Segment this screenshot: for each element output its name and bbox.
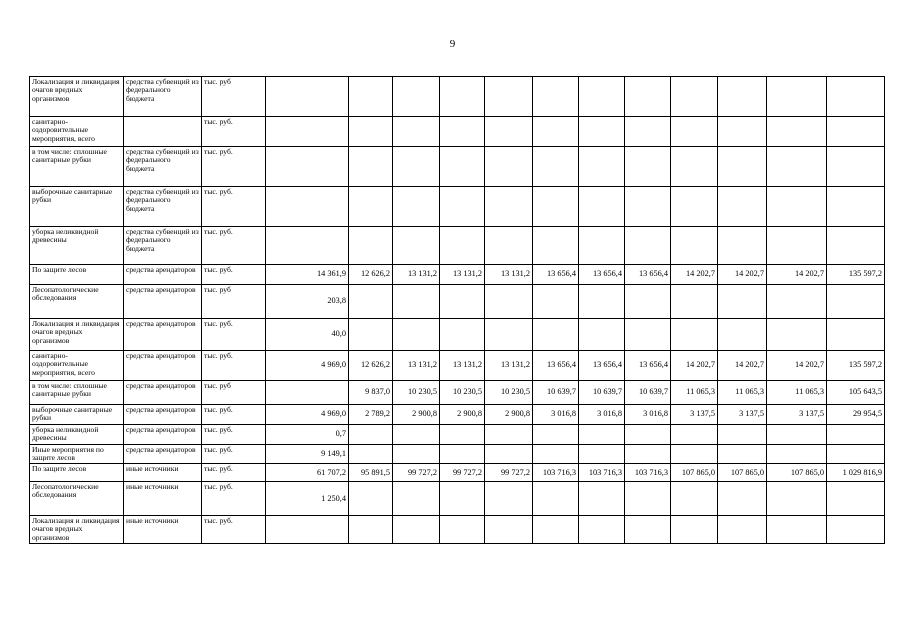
value-cell — [440, 187, 485, 227]
table-row — [30, 77, 885, 117]
value-cell — [718, 319, 767, 351]
value-cell — [349, 227, 393, 265]
forest-protection-table — [29, 76, 885, 544]
value-cell: 9 149,1 — [266, 444, 349, 464]
activity-name-cell: Локализация и ликвидация очагов вредных организмов — [30, 516, 124, 544]
value-cell — [625, 425, 671, 445]
table-row — [30, 227, 885, 265]
activity-name-cell: уборка неликвидной древесины — [30, 425, 124, 445]
value-cell: 13 656,4 — [579, 265, 625, 285]
value-cell: 40,0 — [266, 319, 349, 351]
value-cell — [393, 227, 440, 265]
value-cell: 13 656,4 — [533, 351, 579, 381]
page-number: 9 — [449, 38, 456, 50]
value-cell — [767, 147, 827, 187]
value-cell: 1 250,4 — [266, 482, 349, 516]
value-cell — [767, 77, 827, 117]
unit-cell: тыс. руб — [202, 77, 266, 117]
value-cell: 11 065,3 — [671, 381, 718, 405]
value-cell — [349, 516, 393, 544]
value-cell — [393, 117, 440, 147]
value-cell — [533, 516, 579, 544]
value-cell: 2 789,2 — [349, 405, 393, 425]
funding-source-cell: иные источники — [124, 482, 202, 516]
value-cell — [718, 516, 767, 544]
activity-name-cell: уборка неликвидной древесины — [30, 227, 124, 265]
value-cell — [266, 516, 349, 544]
value-cell: 107 865,0 — [718, 464, 767, 482]
value-cell — [625, 444, 671, 464]
value-cell: 13 656,4 — [533, 265, 579, 285]
unit-cell: тыс. руб. — [202, 464, 266, 482]
value-cell: 14 202,7 — [671, 265, 718, 285]
funding-source-cell: средства арендаторов — [124, 425, 202, 445]
value-cell: 13 131,2 — [485, 351, 533, 381]
value-cell — [767, 425, 827, 445]
value-cell — [767, 516, 827, 544]
value-cell — [671, 187, 718, 227]
value-cell — [533, 319, 579, 351]
value-cell — [485, 319, 533, 351]
value-cell: 14 202,7 — [718, 265, 767, 285]
value-cell — [827, 285, 885, 319]
value-cell — [671, 117, 718, 147]
value-cell — [349, 319, 393, 351]
value-cell — [485, 187, 533, 227]
funding-source-cell: средства арендаторов — [124, 285, 202, 319]
value-cell: 9 837,0 — [349, 381, 393, 405]
value-cell — [349, 482, 393, 516]
value-cell — [718, 77, 767, 117]
unit-cell: тыс. руб. — [202, 265, 266, 285]
activity-name-cell: выборочные санитарные рубки — [30, 187, 124, 227]
value-cell — [718, 147, 767, 187]
value-cell: 4 969,0 — [266, 351, 349, 381]
value-cell — [767, 285, 827, 319]
value-cell — [533, 444, 579, 464]
value-cell — [827, 147, 885, 187]
funding-source-cell — [124, 117, 202, 147]
value-cell — [349, 77, 393, 117]
value-cell — [625, 482, 671, 516]
value-cell: 13 131,2 — [440, 351, 485, 381]
table-row — [30, 265, 885, 285]
value-cell — [349, 187, 393, 227]
value-cell — [533, 147, 579, 187]
value-cell — [266, 117, 349, 147]
value-cell — [533, 425, 579, 445]
value-cell: 107 865,0 — [767, 464, 827, 482]
value-cell — [579, 117, 625, 147]
value-cell — [625, 516, 671, 544]
value-cell: 11 065,3 — [718, 381, 767, 405]
value-cell: 10 230,5 — [393, 381, 440, 405]
value-cell — [393, 77, 440, 117]
value-cell — [533, 482, 579, 516]
value-cell — [718, 285, 767, 319]
value-cell — [485, 516, 533, 544]
value-cell — [533, 285, 579, 319]
value-cell — [579, 227, 625, 265]
activity-name-cell: санитарно-оздоровительные мероприятия, всего — [30, 117, 124, 147]
value-cell — [827, 444, 885, 464]
unit-cell: тыс. руб. — [202, 147, 266, 187]
value-cell — [767, 444, 827, 464]
value-cell — [266, 381, 349, 405]
value-cell — [393, 444, 440, 464]
value-cell — [827, 425, 885, 445]
value-cell — [393, 285, 440, 319]
value-cell — [440, 319, 485, 351]
value-cell: 3 016,8 — [625, 405, 671, 425]
value-cell — [266, 77, 349, 117]
activity-name-cell: Лесопатологические обследования — [30, 482, 124, 516]
funding-source-cell: средства арендаторов — [124, 319, 202, 351]
value-cell — [671, 147, 718, 187]
value-cell — [485, 117, 533, 147]
unit-cell: тыс. руб. — [202, 351, 266, 381]
value-cell — [718, 444, 767, 464]
value-cell — [485, 482, 533, 516]
table-row — [30, 381, 885, 405]
value-cell — [625, 285, 671, 319]
value-cell — [393, 482, 440, 516]
value-cell: 103 716,3 — [579, 464, 625, 482]
value-cell — [671, 285, 718, 319]
value-cell — [827, 187, 885, 227]
value-cell — [266, 147, 349, 187]
activity-name-cell: Локализация и ликвидация очагов вредных организмов — [30, 319, 124, 351]
funding-source-cell: средства субвенций из федерального бюджета — [124, 147, 202, 187]
value-cell: 135 597,2 — [827, 351, 885, 381]
value-cell: 2 900,8 — [393, 405, 440, 425]
value-cell — [827, 117, 885, 147]
funding-source-cell: иные источники — [124, 516, 202, 544]
value-cell — [440, 425, 485, 445]
value-cell: 10 639,7 — [533, 381, 579, 405]
value-cell — [718, 227, 767, 265]
value-cell: 13 656,4 — [625, 351, 671, 381]
value-cell — [485, 227, 533, 265]
table-row — [30, 444, 885, 464]
value-cell: 103 716,3 — [533, 464, 579, 482]
value-cell: 13 131,2 — [393, 351, 440, 381]
unit-cell: тыс. руб — [202, 381, 266, 405]
value-cell — [671, 319, 718, 351]
value-cell: 10 639,7 — [579, 381, 625, 405]
value-cell — [533, 187, 579, 227]
value-cell — [349, 117, 393, 147]
value-cell: 13 656,4 — [625, 265, 671, 285]
value-cell — [718, 187, 767, 227]
activity-name-cell: Локализация и ликвидация очагов вредных организмов — [30, 77, 124, 117]
value-cell — [579, 77, 625, 117]
value-cell — [533, 227, 579, 265]
value-cell — [625, 117, 671, 147]
funding-source-cell: средства арендаторов — [124, 351, 202, 381]
value-cell — [827, 227, 885, 265]
value-cell — [579, 187, 625, 227]
value-cell: 13 656,4 — [579, 351, 625, 381]
value-cell — [440, 227, 485, 265]
value-cell — [579, 319, 625, 351]
value-cell: 3 016,8 — [579, 405, 625, 425]
value-cell — [349, 285, 393, 319]
value-cell — [625, 187, 671, 227]
funding-source-cell: иные источники — [124, 464, 202, 482]
value-cell — [767, 319, 827, 351]
value-cell: 13 131,2 — [393, 265, 440, 285]
value-cell: 29 954,5 — [827, 405, 885, 425]
value-cell: 3 137,5 — [671, 405, 718, 425]
value-cell — [625, 147, 671, 187]
value-cell — [827, 516, 885, 544]
value-cell: 11 065,3 — [767, 381, 827, 405]
value-cell — [393, 425, 440, 445]
value-cell — [266, 187, 349, 227]
table-row — [30, 405, 885, 425]
value-cell — [767, 187, 827, 227]
value-cell — [440, 147, 485, 187]
value-cell: 61 707,2 — [266, 464, 349, 482]
value-cell: 10 639,7 — [625, 381, 671, 405]
value-cell: 12 626,2 — [349, 351, 393, 381]
value-cell: 14 202,7 — [718, 351, 767, 381]
value-cell — [671, 516, 718, 544]
value-cell: 3 137,5 — [718, 405, 767, 425]
value-cell — [533, 117, 579, 147]
funding-source-cell: средства субвенций из федерального бюджета — [124, 227, 202, 265]
funding-source-cell: средства арендаторов — [124, 381, 202, 405]
funding-source-cell: средства арендаторов — [124, 444, 202, 464]
value-cell: 0,7 — [266, 425, 349, 445]
value-cell — [579, 482, 625, 516]
value-cell — [393, 516, 440, 544]
value-cell: 1 029 816,9 — [827, 464, 885, 482]
value-cell — [579, 516, 625, 544]
unit-cell: тыс. руб. — [202, 227, 266, 265]
value-cell: 105 643,5 — [827, 381, 885, 405]
value-cell — [767, 482, 827, 516]
value-cell — [485, 425, 533, 445]
value-cell: 95 891,5 — [349, 464, 393, 482]
value-cell — [671, 77, 718, 117]
value-cell: 3 016,8 — [533, 405, 579, 425]
activity-name-cell: в том числе: сплошные санитарные рубки — [30, 147, 124, 187]
value-cell: 203,8 — [266, 285, 349, 319]
value-cell — [485, 77, 533, 117]
value-cell: 99 727,2 — [393, 464, 440, 482]
value-cell — [485, 285, 533, 319]
value-cell: 2 900,8 — [440, 405, 485, 425]
activity-name-cell: По защите лесов — [30, 265, 124, 285]
value-cell: 14 202,7 — [767, 351, 827, 381]
value-cell: 14 361,9 — [266, 265, 349, 285]
table-row — [30, 285, 885, 319]
value-cell — [718, 482, 767, 516]
activity-name-cell: Лесопатологические обследования — [30, 285, 124, 319]
table-row — [30, 516, 885, 544]
unit-cell: тыс. руб. — [202, 117, 266, 147]
value-cell — [440, 117, 485, 147]
value-cell: 13 131,2 — [440, 265, 485, 285]
value-cell: 13 131,2 — [485, 265, 533, 285]
funding-source-cell: средства субвенций из федерального бюджета — [124, 187, 202, 227]
value-cell — [440, 285, 485, 319]
value-cell — [485, 444, 533, 464]
value-cell — [671, 482, 718, 516]
value-cell: 99 727,2 — [485, 464, 533, 482]
value-cell: 12 626,2 — [349, 265, 393, 285]
value-cell: 2 900,8 — [485, 405, 533, 425]
value-cell — [671, 425, 718, 445]
value-cell — [767, 117, 827, 147]
table-row — [30, 425, 885, 445]
value-cell: 103 716,3 — [625, 464, 671, 482]
activity-name-cell: выборочные санитарные рубки — [30, 405, 124, 425]
funding-source-cell: средства арендаторов — [124, 405, 202, 425]
value-cell: 107 865,0 — [671, 464, 718, 482]
table-row — [30, 117, 885, 147]
value-cell — [485, 147, 533, 187]
value-cell — [533, 77, 579, 117]
table-row — [30, 464, 885, 482]
value-cell: 14 202,7 — [767, 265, 827, 285]
activity-name-cell: в том числе: сплошные санитарные рубки — [30, 381, 124, 405]
value-cell — [718, 425, 767, 445]
value-cell — [579, 285, 625, 319]
funding-source-cell: средства арендаторов — [124, 265, 202, 285]
unit-cell: тыс. руб. — [202, 444, 266, 464]
value-cell — [266, 227, 349, 265]
table-row — [30, 187, 885, 227]
unit-cell: тыс. руб. — [202, 482, 266, 516]
unit-cell: тыс. руб. — [202, 425, 266, 445]
activity-name-cell: По защите лесов — [30, 464, 124, 482]
table-row — [30, 482, 885, 516]
value-cell — [440, 444, 485, 464]
value-cell — [671, 444, 718, 464]
value-cell — [625, 319, 671, 351]
value-cell — [440, 482, 485, 516]
unit-cell: тыс. руб. — [202, 516, 266, 544]
value-cell: 3 137,5 — [767, 405, 827, 425]
value-cell — [349, 425, 393, 445]
activity-name-cell: Иные мероприятия по защите лесов — [30, 444, 124, 464]
table-row — [30, 147, 885, 187]
funding-source-cell: средства субвенций из федерального бюджета — [124, 77, 202, 117]
value-cell — [827, 482, 885, 516]
value-cell — [349, 147, 393, 187]
value-cell: 10 230,5 — [485, 381, 533, 405]
value-cell — [625, 77, 671, 117]
value-cell — [671, 227, 718, 265]
value-cell — [625, 227, 671, 265]
value-cell — [579, 147, 625, 187]
table-row — [30, 319, 885, 351]
value-cell — [827, 77, 885, 117]
value-cell — [440, 516, 485, 544]
value-cell — [393, 319, 440, 351]
value-cell — [579, 444, 625, 464]
value-cell — [767, 227, 827, 265]
value-cell: 99 727,2 — [440, 464, 485, 482]
value-cell — [579, 425, 625, 445]
value-cell: 4 969,0 — [266, 405, 349, 425]
value-cell — [440, 77, 485, 117]
value-cell — [827, 319, 885, 351]
value-cell — [393, 147, 440, 187]
unit-cell: тыс. руб. — [202, 187, 266, 227]
value-cell — [349, 444, 393, 464]
unit-cell: тыс. руб. — [202, 405, 266, 425]
table-row — [30, 351, 885, 381]
value-cell: 135 597,2 — [827, 265, 885, 285]
value-cell: 10 230,5 — [440, 381, 485, 405]
value-cell — [718, 117, 767, 147]
unit-cell: тыс. руб. — [202, 319, 266, 351]
value-cell — [393, 187, 440, 227]
unit-cell: тыс. руб — [202, 285, 266, 319]
value-cell: 14 202,7 — [671, 351, 718, 381]
activity-name-cell: санитарно-оздоровительные мероприятия, всего — [30, 351, 124, 381]
